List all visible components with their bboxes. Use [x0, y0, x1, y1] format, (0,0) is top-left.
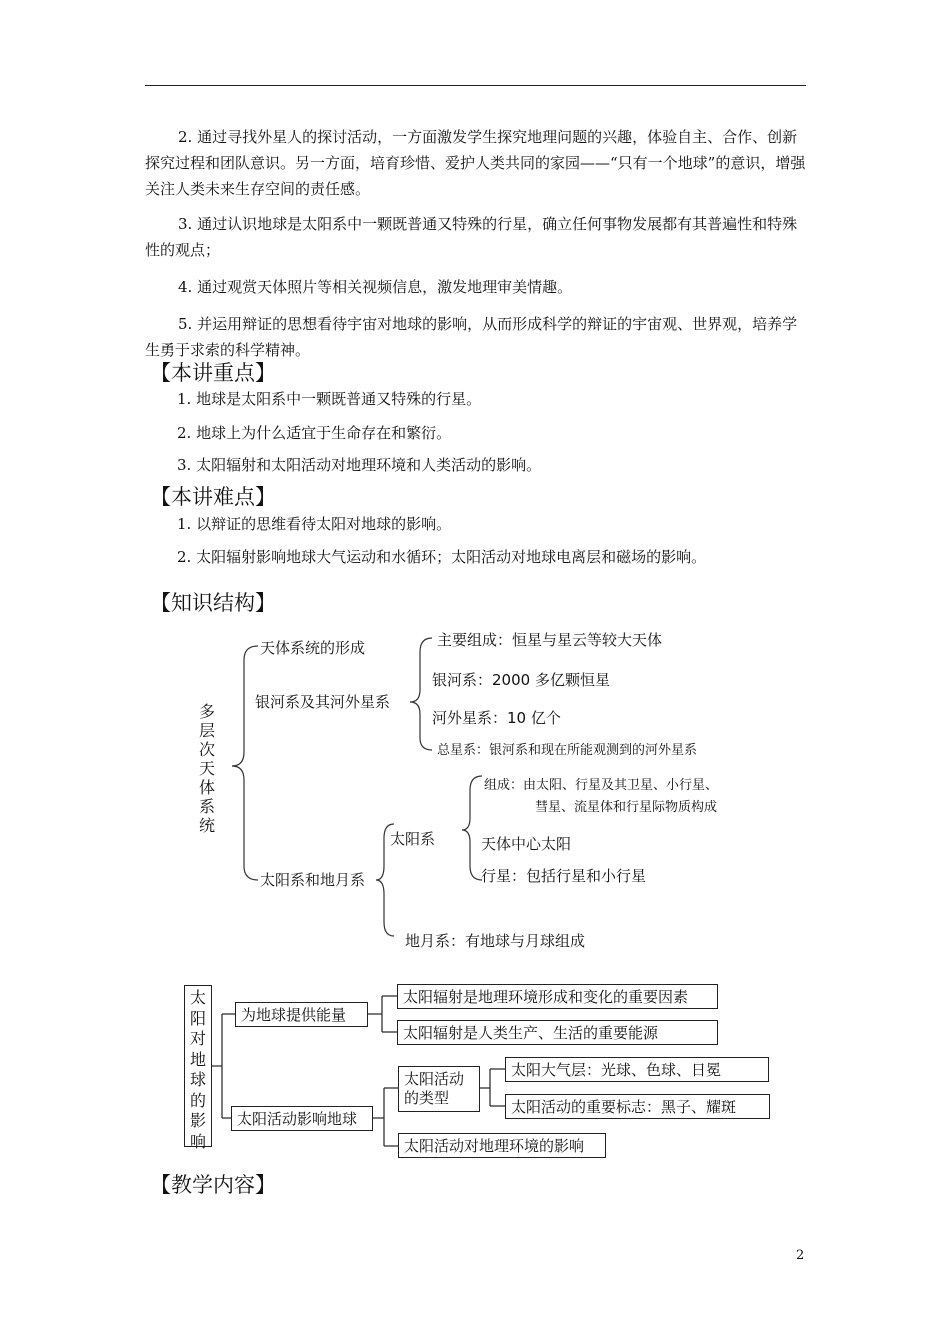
objective-3: 3. 通过认识地球是太阳系中一颗既普通又特殊的行星，确立任何事物发展都有其普遍性和特殊性的观点； [145, 215, 798, 259]
key-point-2: 2. 地球上为什么适宜于生命存在和繁衍。 [177, 424, 452, 442]
energy-box: 为地球提供能量 [235, 1002, 368, 1027]
teaching-content-heading: 【教学内容】 [150, 1173, 276, 1197]
key-point-3: 3. 太阳辐射和太阳活动对地理环境和人类活动的影响。 [177, 456, 542, 474]
diagram1-root: 多层次天体系统 [198, 702, 215, 835]
objective-2: 2. 通过寻找外星人的探讨活动，一方面激发学生探究地理问题的兴趣，体验自主、合作、创新探究过程和团队意识。另一方面，培育珍惜、爱护人类共同的家园——“只有一个地球”的意识，增强关注人类未来生存空间的责任感。 [145, 128, 806, 198]
solar-composition-line2: 彗星、流星体和行星际物质构成 [535, 800, 718, 815]
page-number: 2 [796, 1248, 805, 1263]
galaxy-child-milky-way: 银河系：2000 多亿颗恒星 [432, 671, 610, 689]
energy-child-factor-box: 太阳辐射是地理环境形成和变化的重要因素 [397, 984, 718, 1009]
difficult-point-1: 1. 以辩证的思维看待太阳对地球的影响。 [177, 515, 452, 533]
solar-planets: 行星：包括行星和小行星 [481, 867, 647, 885]
galaxy-child-composition: 主要组成：恒星与星云等较大天体 [437, 631, 663, 649]
galaxy-child-extragalactic: 河外星系：10 亿个 [432, 709, 561, 727]
activity-type-line1: 太阳活动 [404, 1070, 465, 1088]
branch-galaxy: 银河系及其河外星系 [255, 693, 391, 711]
key-points-heading: 【本讲重点】 [150, 361, 276, 385]
activity-type-line2: 的类型 [404, 1089, 450, 1107]
objective-5: 5. 并运用辩证的思想看待宇宙对地球的影响，从而形成科学的辩证的宇宙观、世界观，培养学生勇于求索的科学精神。 [145, 315, 798, 359]
knowledge-structure-heading: 【知识结构】 [150, 591, 276, 615]
branch-formation: 天体系统的形成 [260, 639, 366, 657]
activity-atmosphere-box: 太阳大气层：光球、色球、日冕 [505, 1057, 769, 1082]
energy-child-resource-box: 太阳辐射是人类生产、生活的重要能源 [397, 1020, 718, 1045]
diagram2-root-box: 太阳对地球的影响 [184, 985, 212, 1147]
activity-box: 太阳活动影响地球 [231, 1106, 373, 1131]
branch-solar-earth: 太阳系和地月系 [260, 871, 366, 889]
solar-center: 天体中心太阳 [481, 835, 572, 853]
activity-marks-box: 太阳活动的重要标志：黑子、耀斑 [505, 1094, 770, 1119]
earth-moon-system: 地月系：有地球与月球组成 [405, 932, 586, 950]
solar-composition-line1: 组成：由太阳、行星及其卫星、小行星、 [484, 778, 719, 793]
difficult-point-2: 2. 太阳辐射影响地球大气运动和水循环；太阳活动对地球电离层和磁场的影响。 [177, 548, 707, 566]
activity-type-box [398, 1066, 480, 1112]
activity-env-box: 太阳活动对地理环境的影响 [398, 1133, 606, 1158]
key-point-1: 1. 地球是太阳系中一颗既普通又特殊的行星。 [177, 390, 482, 408]
solar-system-label: 太阳系 [390, 830, 436, 848]
difficult-points-heading: 【本讲难点】 [150, 485, 276, 509]
galaxy-child-supergalaxy: 总星系：银河系和现在所能观测到的河外星系 [437, 743, 698, 758]
objective-4: 4. 通过观赏天体照片等相关视频信息，激发地理审美情趣。 [178, 278, 573, 296]
